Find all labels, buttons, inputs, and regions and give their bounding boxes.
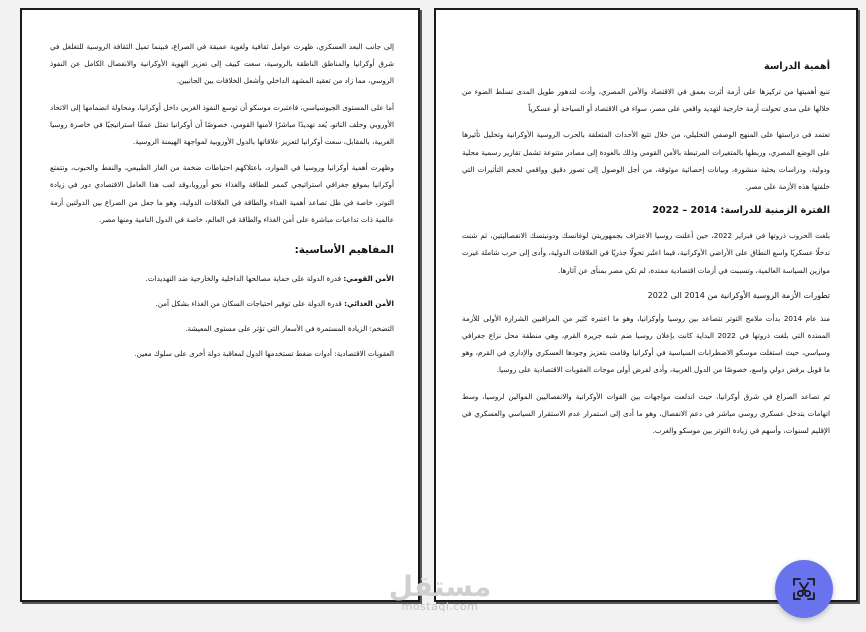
paragraph: وظهرت أهمية أوكرانيا وروسيا في الموارد، باعتلاكهم احتياطات ضخمة من الغاز الطبيعي، والنفط والحبوب، وتتمتع أوكرانيا بموقع جغرافي استراتيجي كممر للطاقة والغذاء نحو أوروبا،وقد لعب هذا العامل الاقتصادي دور في زيادة التوتر، خاصة في ظل تصاعد أهمية الغذاء والطاقة في العلاقات الدولية، وهو ما جعل من الصراع بين الدولتين أزمة عالمية ذات تداعيات مباشرة على أمن الغذاء والطاقة في العالم، خاصة في الدول النامية ومنها مصر. [50,163,394,224]
paragraph: تعتمد في دراستها على المنهج الوصفي التحليلي، من خلال تتبع الأحداث المتعلقة بالحرب الروسية الأوكرانية وتحليل تأثيرها على الوضع المصري، وربطها بالمتغيرات المرتبطة بالأمن القومي وذلك بالعودة إلى مصادر متنوعة تشمل تقارير رسمية محلية ودولية، ودراسات بحثية منشورة، وبيانات إحصائية موثوقة، من أجل الوصول إلى تصور دقيق وواقعي لحجم التأثيرات التي خلفتها هذه الأزمة على مصر. [462,130,830,192]
watermark-logo [380,568,500,618]
watermark-arabic: مستقل [388,570,492,603]
definition-term: الأمن الغذائي: [344,299,394,309]
paragraph: إلى جانب البعد العسكري، ظهرت عوامل ثقافية ولغوية عميقة في الصراع، فبينما تميل الثقافة الروسية للتغلغل في شرق أوكرانيا والمناطق الناطقة بالروسية، سعت كييف إلى تعزيز الهوية الأوكرانية والانفصال الكامل عن النفوذ الروسي، مما زاد من تعقيد المشهد الداخلي وأشعل الخلافات بين الجانبين. [50,42,394,86]
definition-sanctions [50,346,394,361]
definition-text: التضخم: الزيادة المستمرة في الأسعار التي تؤثر على مستوى المعيشة. [185,324,394,334]
page-right-content [462,60,830,439]
definition-text: العقوبات الاقتصادية: أدوات ضغط تستخدمها الدول لمعاقبة دولة أخرى على سلوك معين. [134,349,394,359]
paragraph: أما على المستوى الجيوسياسي، فاعتبرت موسكو أن توسع النفوذ الغربي داخل أوكرانيا، ومحاولة انضمامها إلى الاتحاد الأوروبي وحلف الناتو، يُعد تهديدًا مباشرًا لأمنها القومي، خصوصًا أن أوكرانيا تمثل عمقًا استراتيجيًا في خاصرة روسيا الغربية، بالمقابل، سعت أوكرانيا لتعزيز علاقاتها بالدول الأوروبية لمواجهة الهيمنة الروسية. [50,102,394,147]
concepts-heading: المفاهيم الأساسية: [294,244,394,257]
document-page-left [20,8,420,602]
definition-national-security [50,271,394,286]
definition-term: الأمن القومي: [343,274,394,284]
importance-heading: أهمية الدراسة [764,61,830,72]
paragraph: منذ عام 2014 بدأت ملامح التوتر تتصاعد بين روسيا وأوكرانيا، وهو ما اعتبره كثير من المراقبين الشرارة الأولى للأزمة الممتدة التي بلغت ذروتها في 2022 البداية كانت بإعلان روسيا ضم شبه جزيرة القرم، وهي منطقة محل نزاع جغرافي وسياسي، حيث استغلت موسكو الاضطرابات السياسية في أوكرانيا وقامت بتعزيز وجودها العسكري والإداري في القرم، وهو ما قوبل برفض دولي واسع، خصوصًا من الدول الغربية، وأدى لفرض أولى موجات العقوبات الاقتصادية على روسيا. [462,313,830,375]
definition-inflation [50,321,394,336]
page-left-content [50,38,394,361]
crop-action-button[interactable] [775,560,833,618]
paragraph: بلغت الحروب ذروتها في فبراير 2022، حين أعلنت روسيا الاعتراف بجمهوريتي لوغانسك ودونيتسك الانفصاليتين، ثم شنت تدخلًا عسكريًا واسع النطاق على الأراضي الأوكرانية، فيما اعتُبر تحولًا جذريًا في العلاقات الدولية، وأدى إلى حرب شاملة غيرت موازين السياسة العالمية، وتسببت في أزمات اقتصادية ممتدة، لم تكن مصر بمنأى عن آثارها. [462,231,830,275]
paragraph: ثم تصاعد الصراع في شرق أوكرانيا، حيث اندلعت مواجهات بين القوات الأوكرانية والانفصاليين الموالين لروسيا، وسط اتهامات بتدخل عسكري روسي مباشر في دعم الانفصال، وهو ما أدى إلى استمرار عدم الاستقرار السياسي والعسكري في الإقليم لسنوات، وأسهم في زيادة التوتر بين موسكو والغرب. [462,391,830,436]
document-page-right [434,8,858,602]
developments-heading: تطورات الأزمة الروسية الأوكرانية من 2014 الى 2022 [647,290,830,300]
watermark-latin: mostaql.com [401,600,479,613]
definition-text: قدرة الدولة على حماية مصالحها الداخلية والخارجية ضد التهديدات. [145,274,344,284]
timeline-heading: الفترة الزمنية للدراسة: 2014 – 2022 [652,205,830,217]
definition-food-security [50,296,394,311]
definition-text: قدرة الدولة على توفير احتياجات السكان من الغذاء بشكل آمن. [155,299,345,309]
scissors-crop-icon [791,576,817,602]
paragraph: تنبع أهميتها من تركيزها على أزمة أثرت بعمق في الاقتصاد والأمن المصري، وأدت لتدهور طويل المدى تسلط الضوء من خلالها على مدى تحولت أزمة خارجية لتهديد واقعي على مصر، سواء في الاقتصاد أو السياحة أو عسكرياً [462,87,830,114]
